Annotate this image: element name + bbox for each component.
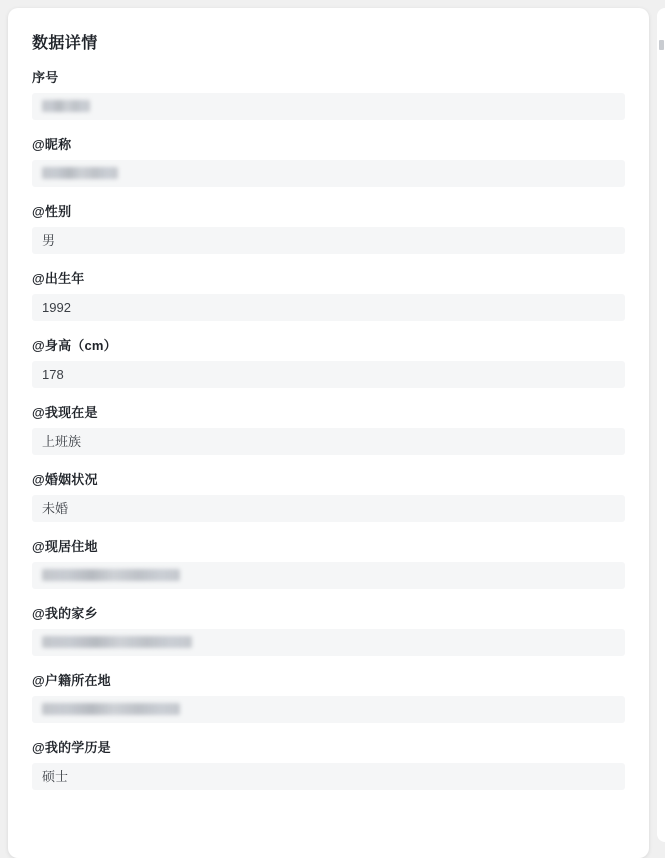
redacted-value (42, 569, 180, 581)
field-value (32, 562, 625, 589)
field-label: @我现在是 (32, 405, 98, 420)
field-label: @户籍所在地 (32, 673, 111, 688)
field-value: 上班族 (32, 428, 625, 455)
field-value: 硕士 (32, 763, 625, 790)
field-value: 1992 (32, 294, 625, 321)
field-label: @身高（cm） (32, 338, 117, 353)
field-row (32, 469, 625, 522)
redacted-value (42, 636, 192, 648)
field-value (32, 696, 625, 723)
field-row (32, 603, 625, 656)
field-label: @性别 (32, 204, 72, 219)
field-value (32, 160, 625, 187)
field-label: 序号 (32, 70, 59, 85)
page-title: 数据详情 (32, 35, 98, 52)
field-value: 178 (32, 361, 625, 388)
field-label: @现居住地 (32, 539, 98, 554)
field-row (32, 134, 625, 187)
field-row (32, 402, 625, 455)
panel-handle-icon[interactable] (659, 40, 664, 50)
field-row (32, 737, 625, 790)
field-row (32, 67, 625, 120)
redacted-value (42, 167, 118, 179)
field-row (32, 268, 625, 321)
field-label: @婚姻状况 (32, 472, 98, 487)
field-value: 未婚 (32, 495, 625, 522)
field-label: @我的学历是 (32, 740, 111, 755)
field-label: @昵称 (32, 137, 72, 152)
detail-card (8, 8, 649, 858)
adjacent-panel-edge (657, 8, 665, 842)
detail-card-content (8, 8, 649, 828)
field-row (32, 201, 625, 254)
field-row (32, 536, 625, 589)
field-label: @出生年 (32, 271, 85, 286)
field-value (32, 93, 625, 120)
field-row (32, 670, 625, 723)
redacted-value (42, 100, 90, 112)
field-label: @我的家乡 (32, 606, 98, 621)
field-row (32, 335, 625, 388)
redacted-value (42, 703, 180, 715)
field-value (32, 629, 625, 656)
field-value: 男 (32, 227, 625, 254)
